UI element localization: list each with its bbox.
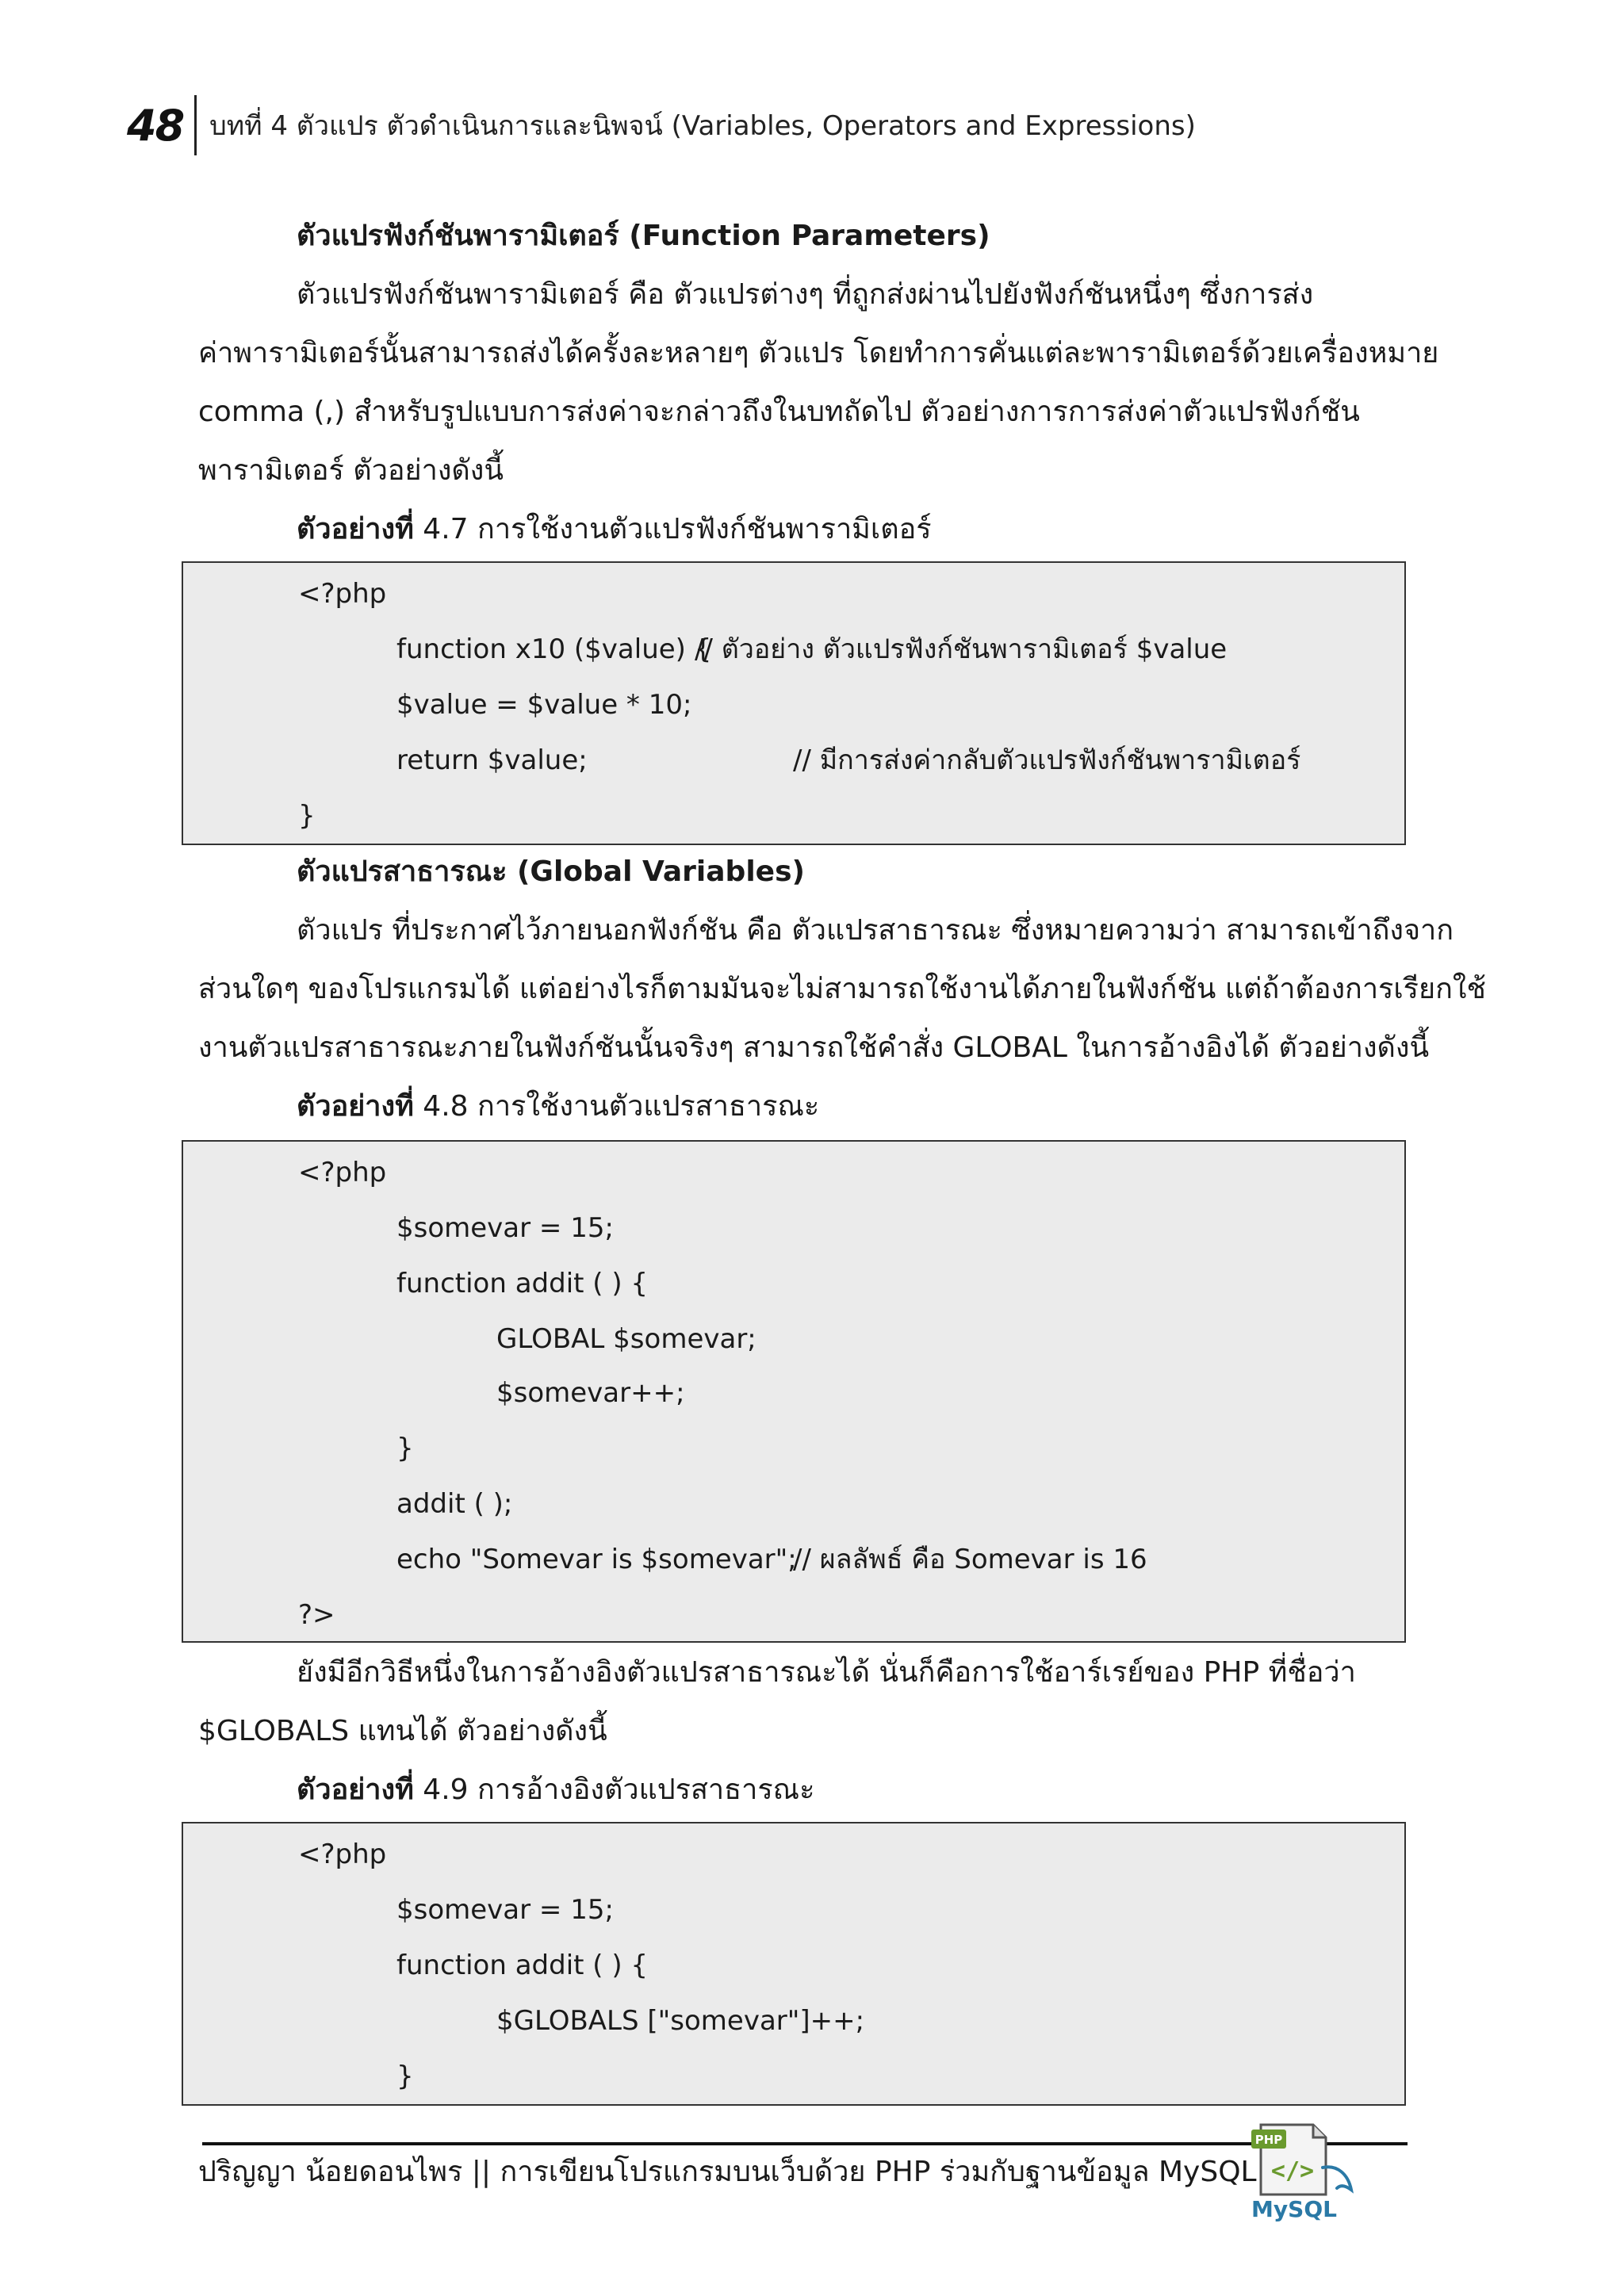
example-caption <box>297 1768 814 1812</box>
logo-mysql-label: MySQL <box>1251 2196 1337 2222</box>
php-mysql-logo-icon <box>1243 2118 1370 2229</box>
page-number: 48 <box>127 100 184 151</box>
code-line: <?php <box>298 1157 387 1188</box>
example-label: ตัวอย่างที่ <box>297 1090 414 1123</box>
code-line: $value = $value * 10; <box>396 689 692 721</box>
code-line: addit ( ); <box>396 1488 513 1520</box>
paragraph-line: $GLOBALS แทนได้ ตัวอย่างดังนี้ <box>198 1715 607 1747</box>
section-heading-function-parameters: ตัวแปรฟังก์ชันพารามิเตอร์ (Function Parameters) <box>297 220 990 252</box>
code-comment: // ตัวอย่าง ตัวแปรฟังก์ชันพารามิเตอร์ $value <box>695 633 1228 665</box>
paragraph-line: ตัวแปร ที่ประกาศไว้ภายนอกฟังก์ชัน คือ ตัวแปรสาธารณะ ซึ่งหมายความว่า สามารถเข้าถึงจาก <box>297 914 1454 947</box>
footer-rule <box>202 2142 1408 2145</box>
logo-php-label: PHP <box>1254 2133 1283 2147</box>
paragraph-line: ค่าพารามิเตอร์นั้นสามารถส่งได้ครั้งละหลายๆ ตัวแปร โดยทำการคั่นแต่ละพารามิเตอร์ด้วยเครื่องหมาย <box>198 337 1439 369</box>
example-number: 4.7 <box>423 513 469 545</box>
code-line: GLOBAL $somevar; <box>496 1323 756 1355</box>
code-line: $somevar++; <box>496 1377 685 1409</box>
footer-text: ปริญญา น้อยดอนไพร || การเขียนโปรแกรมบนเว็บด้วย PHP ร่วมกับฐานข้อมูล MySQL <box>198 2156 1257 2188</box>
paragraph-line: พารามิเตอร์ ตัวอย่างดังนี้ <box>198 454 504 487</box>
code-line: echo "Somevar is $somevar"; <box>396 1544 797 1575</box>
paragraph-line: ส่วนใดๆ ของโปรแกรมได้ แต่อย่างไรก็ตามมันจะไม่สามารถใช้งานได้ภายในฟังก์ชัน แต่ถ้าต้องการเรียกใช้ <box>198 973 1486 1005</box>
code-line: function x10 ($value) { <box>396 633 712 665</box>
code-line: ?> <box>298 1599 335 1631</box>
code-comment: // มีการส่งค่ากลับตัวแปรฟังก์ชันพารามิเตอร์ <box>793 744 1301 776</box>
code-comment: // ผลลัพธ์ คือ Somevar is 16 <box>793 1544 1147 1575</box>
example-label: ตัวอย่างที่ <box>297 513 414 545</box>
example-caption-text: การอ้างอิงตัวแปรสาธารณะ <box>477 1774 815 1806</box>
logo-code-glyph: </> <box>1270 2157 1315 2185</box>
code-line: <?php <box>298 578 387 610</box>
code-line: $somevar = 15; <box>396 1212 614 1244</box>
example-caption-text: การใช้งานตัวแปรฟังก์ชันพารามิเตอร์ <box>477 513 932 545</box>
example-caption-text: การใช้งานตัวแปรสาธารณะ <box>477 1090 820 1123</box>
paragraph-line: งานตัวแปรสาธารณะภายในฟังก์ชันนั้นจริงๆ สามารถใช้คำสั่ง GLOBAL ในการอ้างอิงได้ ตัวอย่างดังนี้ <box>198 1031 1430 1064</box>
code-line: return $value; <box>396 744 588 776</box>
example-caption <box>297 507 932 552</box>
code-line: $somevar = 15; <box>396 1894 614 1926</box>
code-line: } <box>396 2061 414 2092</box>
header-divider <box>194 95 197 155</box>
code-block-example-4-8 <box>182 1140 1406 1643</box>
example-label: ตัวอย่างที่ <box>297 1774 414 1806</box>
code-line: } <box>396 1433 414 1464</box>
code-block-example-4-9 <box>182 1822 1406 2106</box>
page-header <box>127 94 1196 157</box>
section-heading-global-variables: ตัวแปรสาธารณะ (Global Variables) <box>297 855 805 888</box>
code-line: $GLOBALS ["somevar"]++; <box>496 2005 865 2037</box>
example-caption <box>297 1085 819 1129</box>
chapter-title: บทที่ 4 ตัวแปร ตัวดำเนินการและนิพจน์ (Variables, Operators and Expressions) <box>209 110 1196 142</box>
paragraph-line: ตัวแปรฟังก์ชันพารามิเตอร์ คือ ตัวแปรต่างๆ ที่ถูกส่งผ่านไปยังฟังก์ชันหนึ่งๆ ซึ่งการส่ง <box>297 278 1314 311</box>
code-line: } <box>298 800 316 832</box>
example-number: 4.9 <box>423 1774 469 1806</box>
code-line: function addit ( ) { <box>396 1268 649 1299</box>
example-number: 4.8 <box>423 1090 469 1123</box>
code-line: function addit ( ) { <box>396 1950 649 1981</box>
paragraph-line: ยังมีอีกวิธีหนึ่งในการอ้างอิงตัวแปรสาธารณะได้ นั่นก็คือการใช้อาร์เรย์ของ PHP ที่ชื่อว่า <box>297 1656 1356 1689</box>
code-line: <?php <box>298 1839 387 1870</box>
paragraph-line: comma (,) สำหรับรูปแบบการส่งค่าจะกล่าวถึงในบทถัดไป ตัวอย่างการการส่งค่าตัวแปรฟังก์ชัน <box>198 396 1360 428</box>
code-block-example-4-7 <box>182 561 1406 845</box>
